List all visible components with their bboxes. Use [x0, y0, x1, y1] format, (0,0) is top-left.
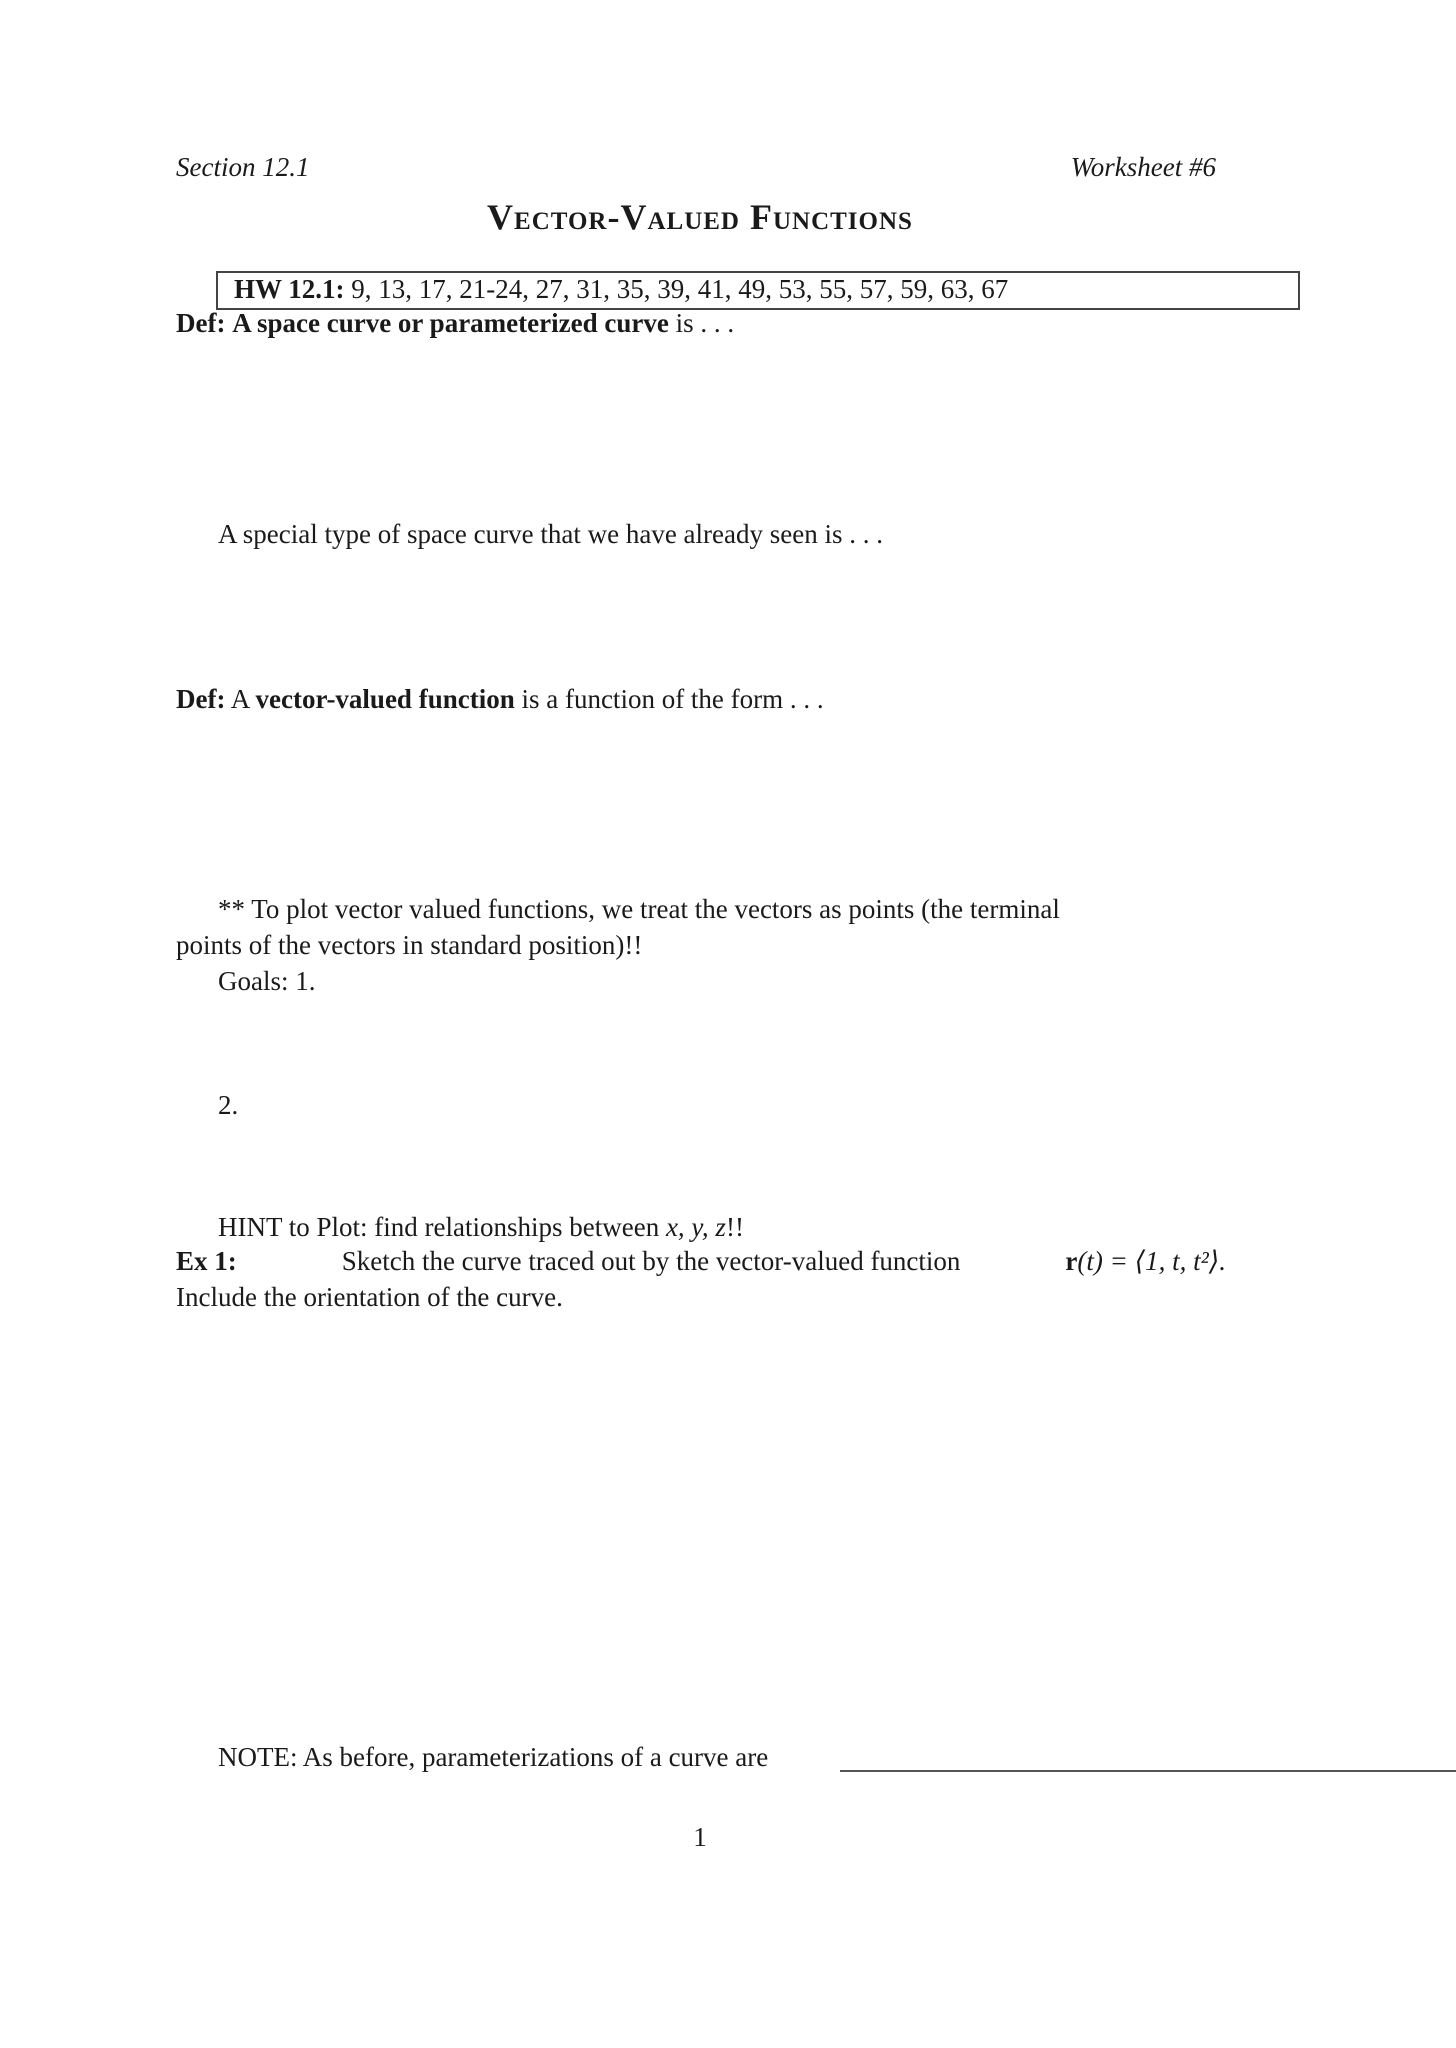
def1-rest: is . . .: [675, 308, 735, 338]
hint-end: !!: [725, 1212, 744, 1242]
goals-line: [218, 966, 316, 997]
hint-text: [218, 1212, 744, 1243]
def1-term: A space curve or parameterized curve: [232, 308, 669, 338]
goal-item-1: 1.: [295, 966, 316, 996]
plot-note-line1: ** To plot vector valued functions, we treat the vectors as points (the terminal: [218, 894, 1060, 924]
example-1: [176, 1246, 1226, 1277]
goals-label: Goals:: [218, 966, 289, 996]
definition-space-curve: [176, 308, 734, 339]
example-1-line2: Include the orientation of the curve.: [176, 1282, 563, 1312]
def2-rest: is a function of the form . . .: [521, 684, 824, 714]
homework-label: HW 12.1:: [234, 274, 345, 304]
worksheet-label: Worksheet #6: [1070, 152, 1216, 182]
note-text: NOTE: As before, parameterizations of a curve are: [218, 1742, 769, 1772]
plot-note-line2: points of the vectors in standard position)!!: [176, 930, 643, 960]
example-1-label: Ex 1:: [176, 1246, 237, 1276]
def1-label: Def:: [176, 308, 226, 338]
def2-pre: A: [230, 684, 249, 714]
example-1-function: [1065, 1246, 1226, 1277]
hint-label: HINT to Plot: find relationships between: [218, 1212, 660, 1242]
def2-label: Def:: [176, 684, 226, 714]
hint-vars: x, y, z: [665, 1212, 726, 1242]
example-1-text: Sketch the curve traced out by the vector-valued function: [341, 1246, 961, 1276]
example-1-function-name: r: [1065, 1246, 1078, 1276]
note-blank-line: [840, 1770, 1456, 1772]
goal-item-2: 2.: [218, 1090, 239, 1120]
example-1-function-def: (t) = ⟨1, t, t²⟩.: [1077, 1246, 1226, 1276]
page-title: Vector-Valued Functions: [487, 197, 913, 237]
special-curve-text: A special type of space curve that we have already seen is . . .: [218, 519, 883, 549]
section-label: Section 12.1: [176, 152, 310, 182]
homework-text: [234, 274, 1008, 305]
page-number: 1: [693, 1822, 707, 1852]
definition-vector-function: [176, 684, 824, 715]
def2-term: vector-valued function: [255, 684, 515, 714]
homework-problems: 9, 13, 17, 21-24, 27, 31, 35, 39, 41, 49, 53, 55, 57, 59, 63, 67: [351, 274, 1009, 304]
